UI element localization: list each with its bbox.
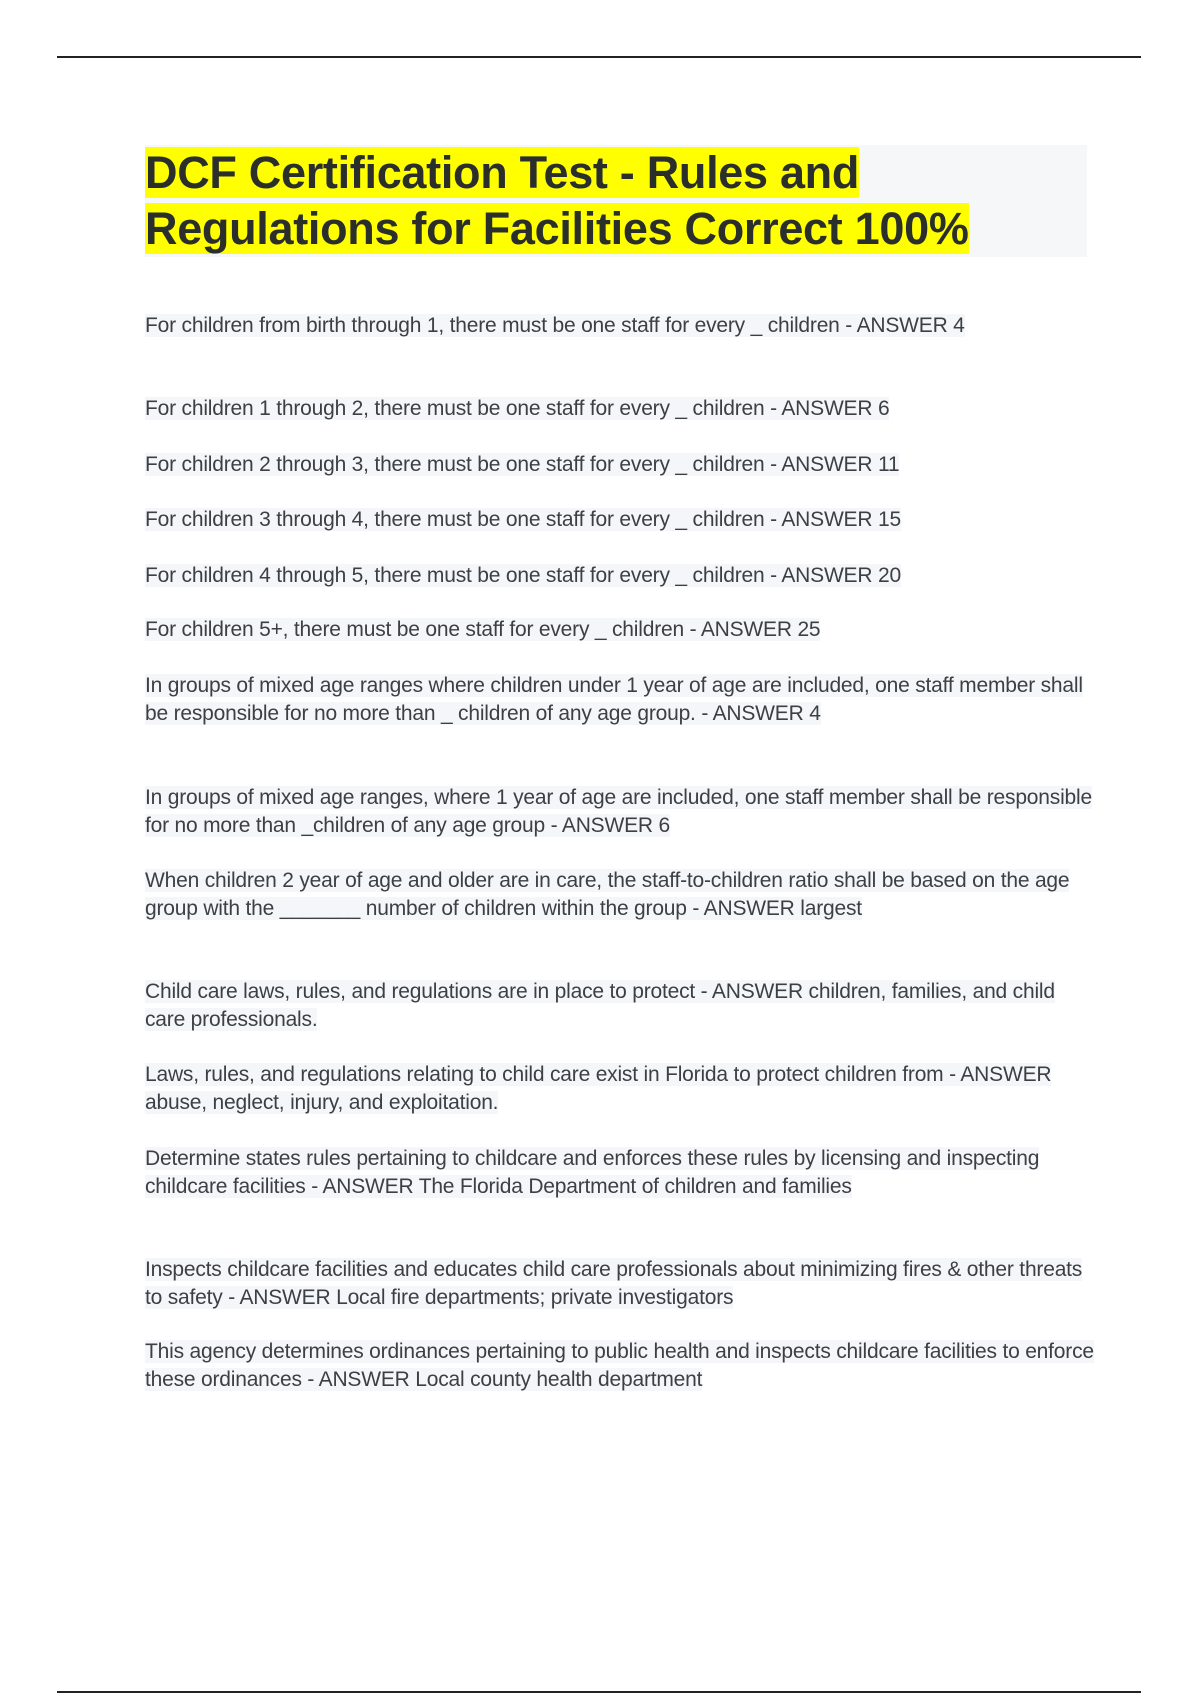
top-rule <box>57 56 1141 58</box>
qa-text: For children from birth through 1, there must be one staff for every _ children - ANSWER 4 <box>145 314 965 337</box>
qa-text: In groups of mixed age ranges where children under 1 year of age are included, one staff member shall be responsible for no more than _ children of any age group. - ANSWER 4 <box>145 674 1083 725</box>
qa-item <box>145 506 1095 534</box>
qa-text: For children 2 through 3, there must be one staff for every _ children - ANSWER 11 <box>145 453 900 476</box>
qa-item <box>145 395 1095 423</box>
qa-item <box>145 451 1095 479</box>
qa-item <box>145 978 1095 1034</box>
document-title <box>145 145 1045 257</box>
qa-item <box>145 672 1095 728</box>
qa-item <box>145 1338 1095 1394</box>
qa-text: Determine states rules pertaining to childcare and enforces these rules by licensing and inspecting childcare facilities - ANSWER The Florida Department of children and families <box>145 1147 1040 1198</box>
qa-text: For children 5+, there must be one staff for every _ children - ANSWER 25 <box>145 618 821 641</box>
qa-item <box>145 784 1095 840</box>
qa-text: For children 1 through 2, there must be one staff for every _ children - ANSWER 6 <box>145 397 890 420</box>
qa-item <box>145 867 1095 923</box>
qa-text: Inspects childcare facilities and educates child care professionals about minimizing fires & other threats to safety - ANSWER Local fire departments; private investigators <box>145 1258 1083 1309</box>
qa-text: For children 4 through 5, there must be one staff for every _ children - ANSWER 20 <box>145 564 901 587</box>
qa-text: This agency determines ordinances pertaining to public health and inspects childcare facilities to enforce these ordinances - ANSWER Local county health department <box>145 1340 1094 1391</box>
bottom-rule <box>57 1691 1141 1693</box>
title-text: DCF Certification Test - Rules and Regulations for Facilities Correct 100% <box>145 147 969 254</box>
qa-text: When children 2 year of age and older are in care, the staff-to-children ratio shall be based on the age group with the _______ number of children within the group - ANSWER largest <box>145 869 1070 920</box>
qa-item <box>145 312 1095 340</box>
qa-item <box>145 1061 1095 1117</box>
qa-item <box>145 616 1095 644</box>
qa-text: Laws, rules, and regulations relating to child care exist in Florida to protect children from - ANSWER abuse, neglect, injury, and exploitation. <box>145 1063 1052 1114</box>
qa-text: Child care laws, rules, and regulations are in place to protect - ANSWER children, families, and child care professionals. <box>145 980 1055 1031</box>
qa-item <box>145 1145 1095 1201</box>
qa-text: In groups of mixed age ranges, where 1 year of age are included, one staff member shall be responsible for no more than _children of any age group - ANSWER 6 <box>145 786 1092 837</box>
qa-text: For children 3 through 4, there must be one staff for every _ children - ANSWER 15 <box>145 508 901 531</box>
qa-item <box>145 1256 1095 1312</box>
qa-item <box>145 562 1095 590</box>
